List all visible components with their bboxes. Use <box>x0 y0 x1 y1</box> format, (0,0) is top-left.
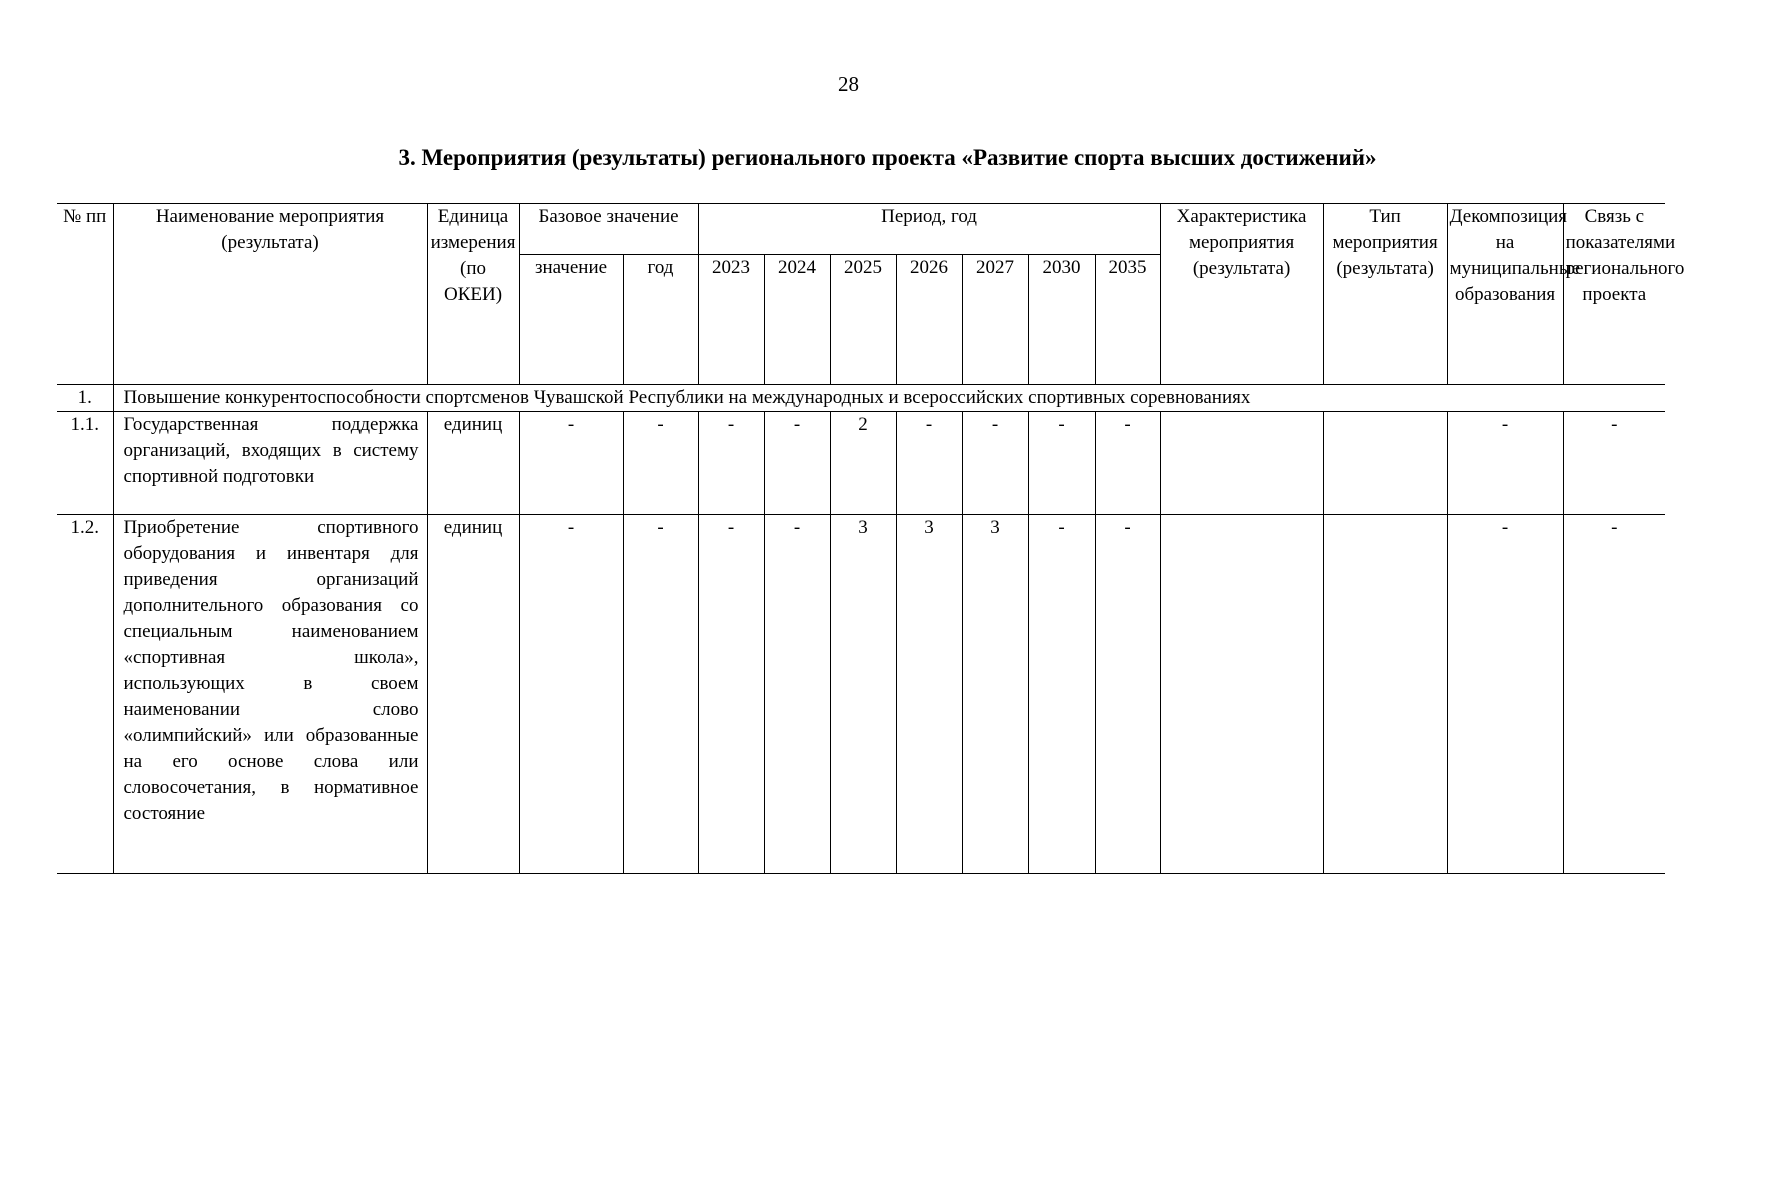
header-base-year: год <box>623 255 698 385</box>
row-base-value: - <box>519 515 623 874</box>
header-year: 2026 <box>896 255 962 385</box>
header-base-value: значение <box>519 255 623 385</box>
page-number: 28 <box>838 72 859 96</box>
row-year-value: 3 <box>962 515 1028 874</box>
row-year-value: 3 <box>896 515 962 874</box>
header-year: 2023 <box>698 255 764 385</box>
row-unit: единиц <box>427 412 519 515</box>
header-num: № пп <box>57 204 113 385</box>
row-year-value: - <box>1095 515 1160 874</box>
row-link: - <box>1563 412 1665 515</box>
row-base-year: - <box>623 412 698 515</box>
row-unit: единиц <box>427 515 519 874</box>
row-type <box>1323 412 1447 515</box>
row-decomposition: - <box>1447 515 1563 874</box>
header-year: 2035 <box>1095 255 1160 385</box>
row-year-value: - <box>1028 412 1095 515</box>
row-base-year: - <box>623 515 698 874</box>
row-year-value: - <box>764 412 830 515</box>
row-characteristic <box>1160 412 1323 515</box>
header-characteristic: Характеристика мероприятия (результата) <box>1160 204 1323 385</box>
row-decomposition: - <box>1447 412 1563 515</box>
row-type <box>1323 515 1447 874</box>
activities-table-wrapper <box>57 203 1685 874</box>
activities-table <box>57 203 1685 874</box>
section-text: Повышение конкурентоспособности спортсменов Чувашской Республики на международных и всероссийских спортивных соревнованиях <box>113 385 1665 412</box>
row-num: 1.1. <box>57 412 113 515</box>
row-num: 1.2. <box>57 515 113 874</box>
row-year-value: - <box>1028 515 1095 874</box>
header-period-group: Период, год <box>698 204 1160 255</box>
header-link: Связь с показателями регионального проекта <box>1563 204 1665 385</box>
header-base-group: Базовое значение <box>519 204 698 255</box>
table-row <box>57 515 1665 874</box>
row-year-value: - <box>962 412 1028 515</box>
row-year-value: 3 <box>830 515 896 874</box>
row-year-value: - <box>1095 412 1160 515</box>
header-unit: Единица измерения (по ОКЕИ) <box>427 204 519 385</box>
header-year: 2025 <box>830 255 896 385</box>
row-characteristic <box>1160 515 1323 874</box>
row-year-value: - <box>698 412 764 515</box>
header-year: 2027 <box>962 255 1028 385</box>
section-num: 1. <box>57 385 113 412</box>
section-title: 3. Мероприятия (результаты) регионального проекта «Развитие спорта высших достижений» <box>398 145 1377 170</box>
row-year-value: 2 <box>830 412 896 515</box>
row-year-value: - <box>896 412 962 515</box>
row-base-value: - <box>519 412 623 515</box>
row-year-value: - <box>698 515 764 874</box>
header-name: Наименование мероприятия (результата) <box>113 204 427 385</box>
row-name: Приобретение спортивного оборудования и инвентаря для приведения организаций дополнительного образования со специальным наименованием «спортивная школа», использующих в своем наименовании слово «олимпийский» или образованные на его основе слова или словосочетания, в нормативное состояние <box>113 515 427 874</box>
header-year: 2030 <box>1028 255 1095 385</box>
row-link: - <box>1563 515 1665 874</box>
row-name: Государственная поддержка организаций, входящих в систему спортивной подготовки <box>113 412 427 515</box>
header-row-1 <box>57 204 1665 255</box>
row-year-value: - <box>764 515 830 874</box>
header-decomposition: Декомпозиция на муниципальные образования <box>1447 204 1563 385</box>
table-row <box>57 412 1665 515</box>
header-year: 2024 <box>764 255 830 385</box>
section-row <box>57 385 1665 412</box>
header-type: Тип мероприятия (результата) <box>1323 204 1447 385</box>
